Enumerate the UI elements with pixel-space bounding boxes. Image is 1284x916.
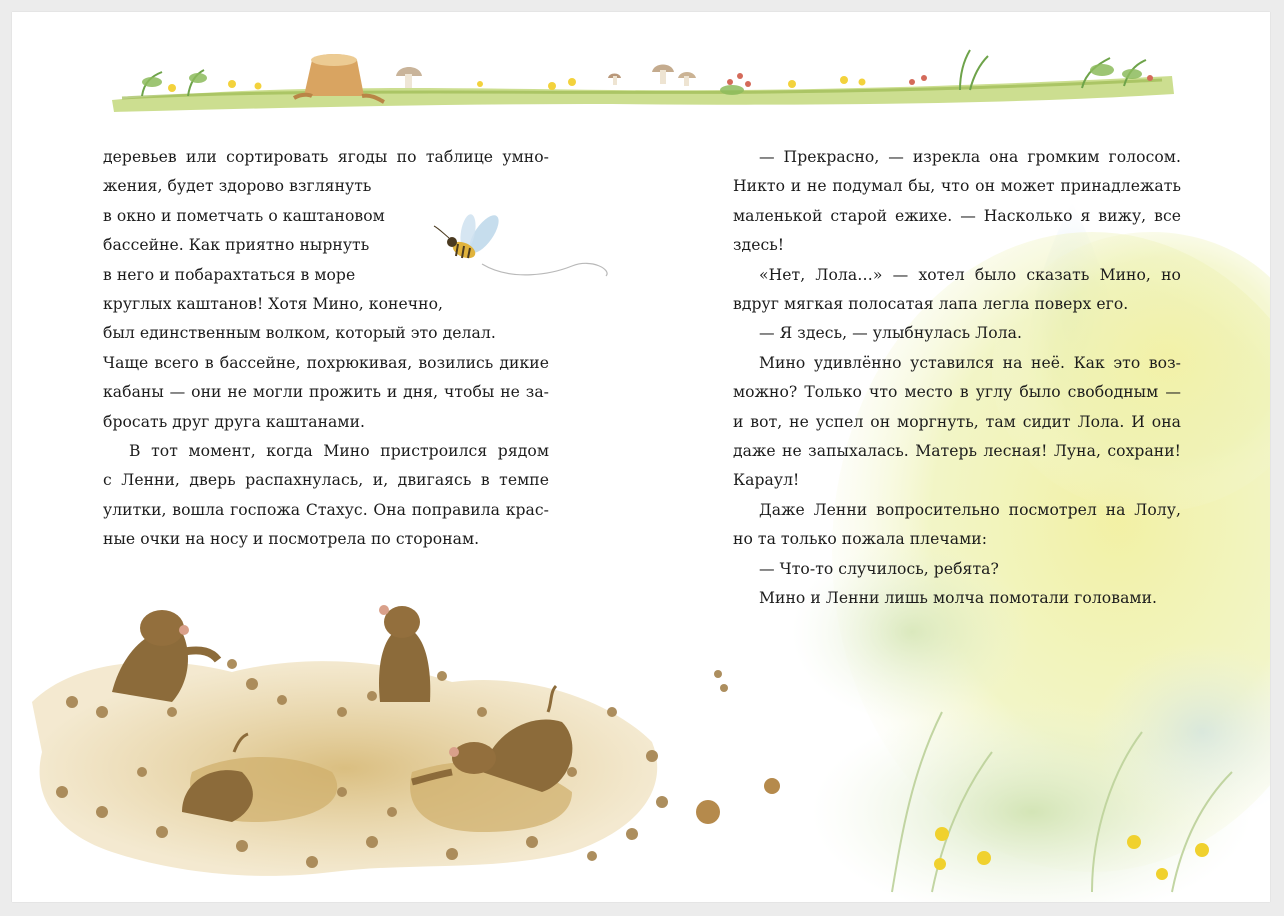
text-line: и вот, не успел он моргнуть, там сидит Лола. И она <box>733 412 1181 431</box>
text-line: Караул! <box>733 471 800 490</box>
text-line: бросать друг друга каштанами. <box>103 412 366 431</box>
text-line: — Что-то случилось, ребята? <box>759 559 999 578</box>
text-line: улитки, вошла госпожа Стахус. Она поправила крас- <box>103 500 549 519</box>
right-paragraph-2 <box>733 261 1181 320</box>
text-line: Никто и не подумал бы, что он может принадлежать <box>733 177 1181 196</box>
text-line: вдруг мягкая полосатая лапа легла поверх его. <box>733 295 1129 314</box>
right-paragraph-7 <box>733 584 1181 613</box>
text-line: был единственным волком, который это делал. <box>103 324 496 343</box>
text-line: — Прекрасно, — изрекла она громким голосом. <box>759 148 1181 166</box>
text-line: «Нет, Лола…» — хотел было сказать Мино, но <box>759 265 1181 284</box>
text-line: деревьев или сортировать ягоды по таблице умно- <box>103 148 549 166</box>
right-page-text <box>733 143 1181 614</box>
text-line: с Ленни, дверь распахнулась, и, двигаясь в темпе <box>103 471 549 490</box>
text-line: кабаны — они не могли прожить и дня, чтобы не за- <box>103 383 549 402</box>
right-paragraph-4 <box>733 349 1181 496</box>
book-spread <box>12 12 1270 902</box>
text-line: Мино и Ленни лишь молча помотали головами. <box>759 589 1158 608</box>
text-line: здесь! <box>733 236 785 255</box>
text-line: маленькой старой ежихе. — Насколько я вижу, все <box>733 206 1181 225</box>
chestnut-pool-illustration <box>32 605 780 876</box>
text-line: жения, будет здорово взглянуть <box>103 177 372 196</box>
right-paragraph-1 <box>733 143 1181 261</box>
left-paragraph-2 <box>103 437 549 555</box>
text-line: Чаще всего в бассейне, похрюкивая, возились дикие <box>103 353 549 372</box>
text-line: можно? Только что место в углу было свободным — <box>733 383 1181 402</box>
text-line: — Я здесь, — улыбнулась Лола. <box>759 324 1022 343</box>
text-line: но та только пожала плечами: <box>733 530 988 549</box>
right-paragraph-3 <box>733 319 1181 348</box>
right-paragraph-5 <box>733 496 1181 555</box>
text-line: в него и побарахтаться в море <box>103 265 356 284</box>
left-page-text <box>103 143 549 555</box>
text-line: даже не запыхалась. Матерь лесная! Луна, сохрани! <box>733 442 1181 461</box>
text-line: Мино удивлённо уставился на неё. Как это воз- <box>759 353 1181 372</box>
text-line: Даже Ленни вопросительно посмотрел на Лолу, <box>759 500 1181 519</box>
text-line: круглых каштанов! Хотя Мино, конечно, <box>103 295 444 314</box>
text-line: ные очки на носу и посмотрела по сторонам. <box>103 530 480 549</box>
left-paragraph-1 <box>103 143 549 437</box>
grass-border <box>112 50 1174 112</box>
right-paragraph-6 <box>733 555 1181 584</box>
text-line: бассейне. Как приятно нырнуть <box>103 236 370 255</box>
text-line: В тот момент, когда Мино пристроился рядом <box>129 442 549 461</box>
text-line: в окно и пометчать о каштановом <box>103 206 385 225</box>
